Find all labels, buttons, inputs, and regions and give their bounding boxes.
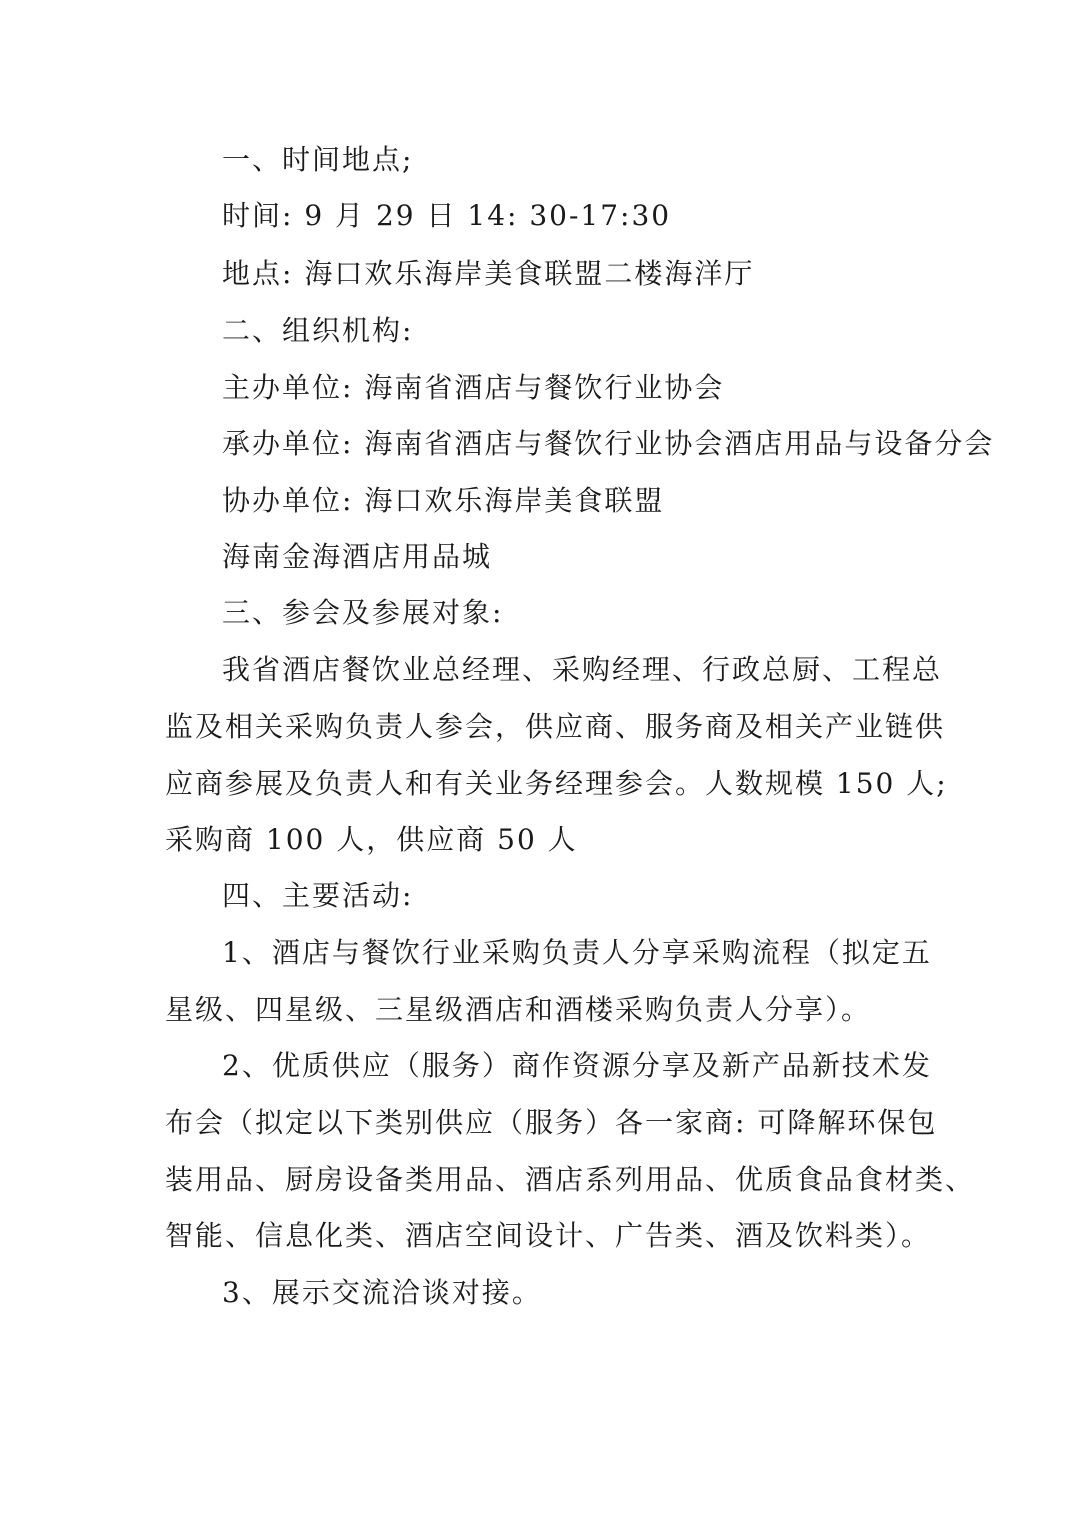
event-time: 时间: 9 月 29 日 14: 30-17:30: [222, 199, 672, 232]
host-unit: 主办单位: 海南省酒店与餐饮行业协会: [222, 371, 725, 404]
section1-heading: 一、时间地点;: [222, 143, 414, 176]
activity-item-3: 3、展示交流洽谈对接。: [222, 1276, 542, 1309]
section2-heading: 二、组织机构:: [222, 314, 414, 347]
attendees-line: 采购商 100 人，供应商 50 人: [165, 823, 578, 856]
activity-item-2: 2、优质供应（服务）商作资源分享及新产品新技术发: [222, 1049, 932, 1082]
activity-item-2: 布会（拟定以下类别供应（服务）各一家商: 可降解环保包: [165, 1106, 938, 1139]
organizer-unit: 承办单位: 海南省酒店与餐饮行业协会酒店用品与设备分会: [222, 427, 995, 460]
activity-item-1: 1、酒店与餐饮行业采购负责人分享采购流程（拟定五: [222, 936, 932, 969]
attendees-line: 监及相关采购负责人参会，供应商、服务商及相关产业链供: [165, 710, 946, 743]
co-organizer-unit-2: 海南金海酒店用品城: [222, 540, 493, 573]
section3-heading: 三、参会及参展对象:: [222, 596, 504, 629]
attendees-line: 应商参展及负责人和有关业务经理参会。人数规模 150 人;: [165, 767, 948, 800]
activity-item-2: 装用品、厨房设备类用品、酒店系列用品、优质食品食材类、: [165, 1163, 976, 1196]
co-organizer-unit: 协办单位: 海口欢乐海岸美食联盟: [222, 484, 665, 517]
activity-item-2: 智能、信息化类、酒店空间设计、广告类、酒及饮料类）。: [165, 1219, 932, 1252]
section4-heading: 四、主要活动:: [222, 879, 414, 912]
activity-item-1: 星级、四星级、三星级酒店和酒楼采购负责人分享）。: [165, 993, 872, 1026]
event-place: 地点: 海口欢乐海岸美食联盟二楼海洋厅: [222, 257, 755, 290]
attendees-line: 我省酒店餐饮业总经理、采购经理、行政总厨、工程总: [222, 653, 943, 686]
